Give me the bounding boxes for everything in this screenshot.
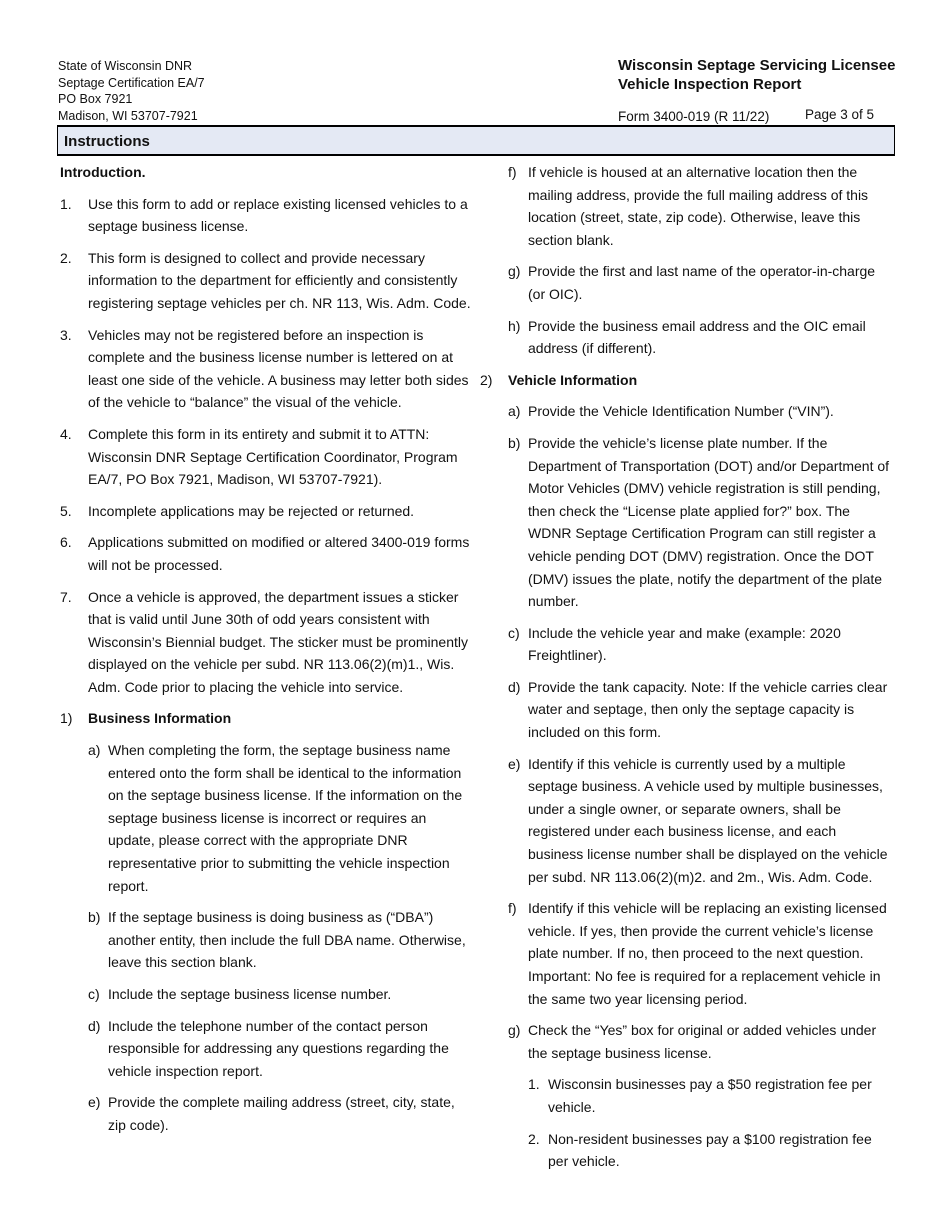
instructions-heading: Instructions (64, 133, 150, 150)
item-text: Provide the business email address and the OIC email address (if different). (528, 317, 866, 357)
item-letter: h) (508, 317, 521, 334)
item-number: 6. (60, 534, 72, 551)
vehicle-list (480, 400, 895, 1064)
list-item (508, 400, 895, 423)
item-letter: b) (508, 434, 521, 451)
item-text: When completing the form, the septage business name entered onto the form shall be identical to the information on the septage business license. If the information on the septage business license is incorrect or requires an update, please correct with the appropriate DNR representative prior to submitting the vehicle inspection report. (108, 742, 463, 894)
item-text: Provide the vehicle’s license plate number. If the Department of Transportation (DOT) and/or Department of Motor Vehicles (DMV) vehicle registration is still pending, then check the “License plate applied for?” box. The WDNR Septage Certification Program can still register a vehicle pending DOT (DMV) registration. Once the DOT (DMV) issues the plate, notify the department of the plate number. (528, 434, 890, 610)
list-item (508, 1019, 895, 1064)
list-item (508, 315, 895, 360)
list-item (60, 531, 475, 576)
item-number: 2. (60, 249, 72, 266)
list-item (88, 739, 475, 897)
agency-line: Septage Certification EA/7 (58, 75, 205, 90)
agency-line: Madison, WI 53707-7921 (58, 108, 198, 123)
item-letter: c) (508, 624, 520, 641)
item-text: Once a vehicle is approved, the department issues a sticker that is valid until June 30th of odd years consistent with Wisconsin’s Biennial budget. The sticker must be prominently displayed on the vehicle per subd. NR 113.06(2)(m)1., Wis. Adm. Code prior to placing the vehicle into service. (88, 588, 468, 695)
list-item (60, 193, 475, 238)
list-item (60, 423, 475, 491)
form-number: Form 3400-019 (R 11/22) (618, 109, 770, 124)
list-item (508, 897, 895, 1010)
item-letter: f) (508, 900, 517, 917)
item-text: Wisconsin businesses pay a $50 registration fee per vehicle. (548, 1076, 872, 1115)
section-title: Vehicle Information (508, 371, 638, 388)
agency-line: State of Wisconsin DNR (58, 59, 193, 73)
item-text: Provide the complete mailing address (street, city, state, zip code). (108, 1094, 455, 1133)
item-letter: g) (508, 1022, 521, 1039)
item-letter: d) (88, 1017, 101, 1034)
business-list (60, 739, 475, 1137)
page-number: Page 3 of 5 (805, 107, 875, 122)
form-title-line: Wisconsin Septage Servicing Licensee (618, 57, 896, 74)
list-item (528, 1073, 895, 1118)
item-number: 3. (60, 326, 72, 343)
item-letter: c) (88, 986, 100, 1002)
instructions-band (57, 125, 895, 156)
item-text: Non-resident businesses pay a $100 registration fee per vehicle. (548, 1130, 872, 1170)
item-text: Complete this form in its entirety and submit it to ATTN: Wisconsin DNR Septage Certification Coordinator, Program EA/7, PO Box 7921, Madison, WI 53707-7921). (88, 425, 458, 488)
list-item (508, 676, 895, 744)
item-text: If vehicle is housed at an alternative location then the mailing address, provide the full mailing address of this location (street, state, zip code). Otherwise, leave this section blank. (528, 164, 869, 248)
item-text: Identify if this vehicle is currently used by a multiple septage business. A vehicle used by multiple businesses, under a single owner, or separate owners, shall be registered under each business license, and each business license number shall be displayed on the vehicle per subd. NR 113.06(2)(m)2. and 2m., Wis. Adm. Code. (528, 755, 888, 885)
section-title: Business Information (88, 710, 232, 727)
section-number: 1) (60, 710, 73, 727)
agency-line: PO Box 7921 (58, 92, 133, 106)
list-item (508, 260, 895, 305)
item-number: 1. (528, 1076, 540, 1093)
list-item (60, 247, 475, 315)
item-letter: a) (508, 403, 521, 420)
item-text: Include the telephone number of the contact person responsible for addressing any questions regarding the vehicle inspection report. (108, 1017, 449, 1079)
business-list-continued (480, 161, 895, 360)
item-text: Use this form to add or replace existing licensed vehicles to a septage business license. (88, 195, 468, 235)
item-text: Check the “Yes” box for original or added vehicles under the septage business license. (528, 1022, 877, 1061)
item-number: 1. (60, 195, 72, 212)
section-number: 2) (480, 371, 493, 388)
item-text: Provide the first and last name of the operator-in-charge (or OIC). (528, 263, 876, 302)
item-text: This form is designed to collect and provide necessary information to the department for efficiently and consistently registering septage vehicles per ch. NR 113, Wis. Adm. Code. (88, 249, 471, 311)
agency-address (58, 58, 205, 124)
list-item (508, 432, 895, 613)
item-text: Applications submitted on modified or altered 3400-019 forms will not be processed. (88, 534, 470, 573)
item-letter: g) (508, 263, 521, 280)
list-item (508, 161, 895, 251)
intro-heading: Introduction. (60, 164, 146, 180)
list-item (60, 586, 475, 699)
list-item (88, 1015, 475, 1083)
item-text: Vehicles may not be registered before an inspection is complete and the business license number is lettered on at least one side of the vehicle. A business may letter both sides of the vehicle to “balance” the visual of the vehicle. (88, 326, 469, 411)
form-title-line: Vehicle Inspection Report (618, 75, 802, 93)
list-item (60, 500, 475, 523)
form-title (618, 57, 895, 94)
item-number: 2. (528, 1130, 540, 1147)
item-number: 4. (60, 425, 72, 442)
right-column (480, 161, 895, 1182)
item-letter: d) (508, 678, 521, 695)
item-letter: e) (88, 1094, 101, 1111)
item-letter: b) (88, 909, 101, 926)
vehicle-section-heading (480, 369, 895, 392)
list-item (528, 1128, 895, 1173)
item-number: 5. (60, 502, 72, 519)
list-item (508, 622, 895, 667)
item-text: Provide the tank capacity. Note: If the vehicle carries clear water and septage, then only the septage capacity is included on this form. (528, 678, 888, 741)
item-text: Include the vehicle year and make (example: 2020 Freightliner). (528, 624, 841, 664)
list-item (88, 983, 475, 1006)
item-letter: f) (508, 164, 517, 180)
item-text: Identify if this vehicle will be replacing an existing licensed vehicle. If yes, then provide the current vehicle’s license plate number. If no, then proceed to the next question. Important: No fee is required for a replacement vehicle in the same two year licensing period. (528, 900, 887, 1007)
item-text: Incomplete applications may be rejected or returned. (88, 502, 415, 519)
list-item (88, 1091, 475, 1136)
item-letter: a) (88, 742, 101, 759)
fee-list (480, 1073, 895, 1172)
intro-list (60, 193, 475, 699)
item-text: Provide the Vehicle Identification Number (“VIN”). (528, 403, 834, 420)
business-section-heading (60, 707, 475, 730)
list-item (508, 753, 895, 889)
item-text: If the septage business is doing business as (“DBA”) another entity, then include the full DBA name. Otherwise, leave this section blank. (108, 909, 466, 971)
item-text: Include the septage business license number. (108, 986, 392, 1002)
list-item (60, 324, 475, 414)
list-item (88, 906, 475, 974)
item-letter: e) (508, 755, 521, 772)
item-number: 7. (60, 588, 72, 605)
left-column (60, 161, 475, 1146)
